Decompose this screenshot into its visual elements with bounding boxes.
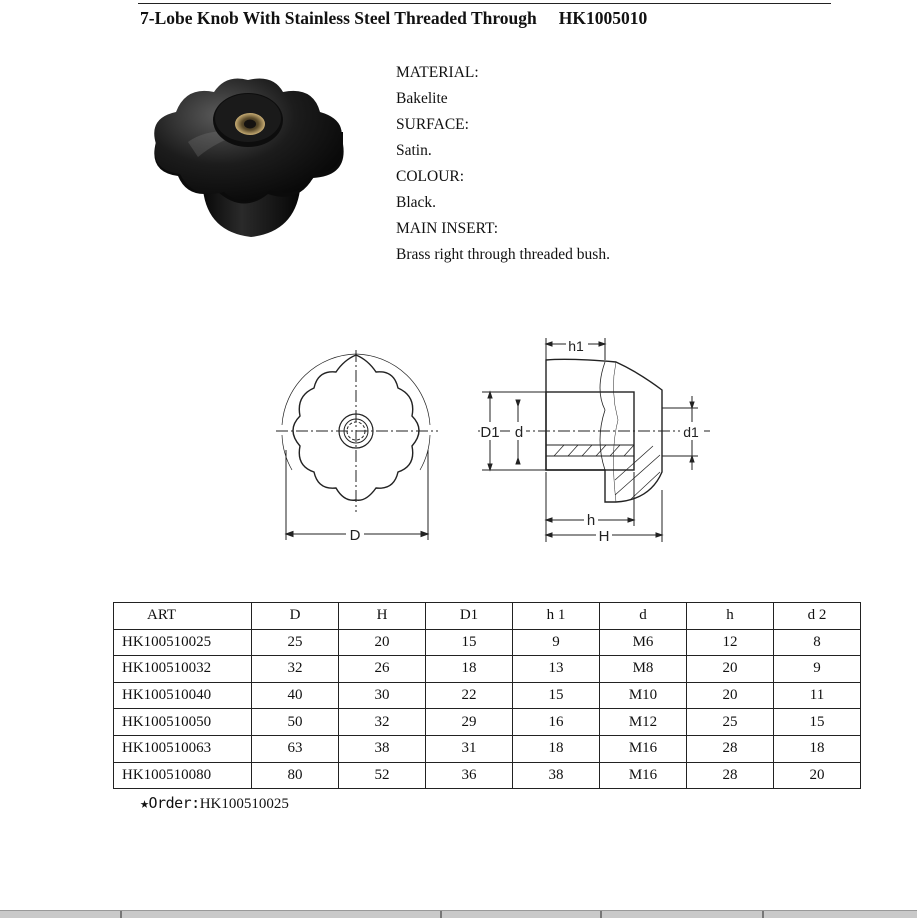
material-value: Bakelite bbox=[396, 90, 448, 107]
cell-D1: 36 bbox=[426, 762, 513, 789]
table-row bbox=[114, 629, 861, 656]
cell-D: 63 bbox=[252, 735, 339, 762]
col-D1: D1 bbox=[426, 603, 513, 630]
cell-D1: 22 bbox=[426, 682, 513, 709]
col-d2: d 2 bbox=[774, 603, 861, 630]
cell-h: 28 bbox=[687, 735, 774, 762]
cell-D: 40 bbox=[252, 682, 339, 709]
cell-D: 25 bbox=[252, 629, 339, 656]
product-code: HK1005010 bbox=[558, 8, 648, 28]
order-note bbox=[140, 794, 289, 813]
cell-art: HK100510032 bbox=[114, 656, 252, 683]
table-row bbox=[114, 682, 861, 709]
cell-d: M10 bbox=[600, 682, 687, 709]
cell-H: 26 bbox=[339, 656, 426, 683]
insert-label: MAIN INSERT: bbox=[396, 220, 499, 237]
cell-d: M16 bbox=[600, 735, 687, 762]
colour-value: Black. bbox=[396, 194, 437, 211]
cell-H: 52 bbox=[339, 762, 426, 789]
cell-D1: 29 bbox=[426, 709, 513, 736]
material-label: MATERIAL: bbox=[396, 64, 479, 81]
cell-art: HK100510063 bbox=[114, 735, 252, 762]
knob-photo bbox=[148, 72, 353, 247]
cell-h: 28 bbox=[687, 762, 774, 789]
cell-d: M8 bbox=[600, 656, 687, 683]
surface-value: Satin. bbox=[396, 142, 432, 159]
top-rule bbox=[138, 3, 831, 4]
cell-h1: 9 bbox=[513, 629, 600, 656]
cell-h1: 18 bbox=[513, 735, 600, 762]
cell-h1: 16 bbox=[513, 709, 600, 736]
cell-d2: 18 bbox=[774, 735, 861, 762]
cell-art: HK100510050 bbox=[114, 709, 252, 736]
dim-H: H bbox=[598, 528, 610, 545]
dim-h1: h1 bbox=[568, 338, 584, 354]
insert-value: Brass right through threaded bush. bbox=[396, 246, 610, 263]
cell-D: 32 bbox=[252, 656, 339, 683]
cell-d2: 20 bbox=[774, 762, 861, 789]
colour-label: COLOUR: bbox=[396, 168, 465, 185]
col-d: d bbox=[600, 603, 687, 630]
dim-d: d bbox=[514, 424, 524, 441]
cell-art: HK100510025 bbox=[114, 629, 252, 656]
col-h: h bbox=[687, 603, 774, 630]
cell-d: M6 bbox=[600, 629, 687, 656]
cell-h: 12 bbox=[687, 629, 774, 656]
cell-h1: 38 bbox=[513, 762, 600, 789]
cell-d: M12 bbox=[600, 709, 687, 736]
col-art: ART bbox=[114, 603, 252, 630]
order-label: ★Order: bbox=[140, 794, 200, 812]
surface-label: SURFACE: bbox=[396, 116, 469, 133]
title-text: 7-Lobe Knob With Stainless Steel Threaded Through bbox=[140, 8, 537, 28]
cell-D: 50 bbox=[252, 709, 339, 736]
table-row bbox=[114, 735, 861, 762]
cell-h: 20 bbox=[687, 656, 774, 683]
cell-D: 80 bbox=[252, 762, 339, 789]
cell-d2: 11 bbox=[774, 682, 861, 709]
dimensions-table bbox=[113, 602, 861, 789]
spec-list bbox=[396, 60, 610, 268]
table-row bbox=[114, 762, 861, 789]
col-D: D bbox=[252, 603, 339, 630]
cell-art: HK100510040 bbox=[114, 682, 252, 709]
dim-D1: D1 bbox=[480, 424, 500, 441]
dim-h: h bbox=[586, 512, 596, 529]
dim-d1: d1 bbox=[683, 424, 699, 440]
technical-drawing bbox=[270, 330, 710, 550]
cell-H: 30 bbox=[339, 682, 426, 709]
cell-H: 38 bbox=[339, 735, 426, 762]
table-header-row bbox=[114, 603, 861, 630]
cell-d2: 8 bbox=[774, 629, 861, 656]
cell-D1: 15 bbox=[426, 629, 513, 656]
order-value: HK100510025 bbox=[199, 796, 289, 812]
cell-d2: 9 bbox=[774, 656, 861, 683]
cell-D1: 18 bbox=[426, 656, 513, 683]
cell-d: M16 bbox=[600, 762, 687, 789]
cell-H: 32 bbox=[339, 709, 426, 736]
cell-h1: 15 bbox=[513, 682, 600, 709]
cell-h: 20 bbox=[687, 682, 774, 709]
table-row bbox=[114, 709, 861, 736]
cell-H: 20 bbox=[339, 629, 426, 656]
cell-d2: 15 bbox=[774, 709, 861, 736]
cell-h1: 13 bbox=[513, 656, 600, 683]
table-row bbox=[114, 656, 861, 683]
side-view bbox=[478, 336, 710, 545]
front-view bbox=[276, 350, 438, 544]
cell-D1: 31 bbox=[426, 735, 513, 762]
cell-h: 25 bbox=[687, 709, 774, 736]
col-h1: h 1 bbox=[513, 603, 600, 630]
dim-D: D bbox=[349, 527, 361, 544]
cell-art: HK100510080 bbox=[114, 762, 252, 789]
col-H: H bbox=[339, 603, 426, 630]
page-title bbox=[140, 8, 647, 29]
